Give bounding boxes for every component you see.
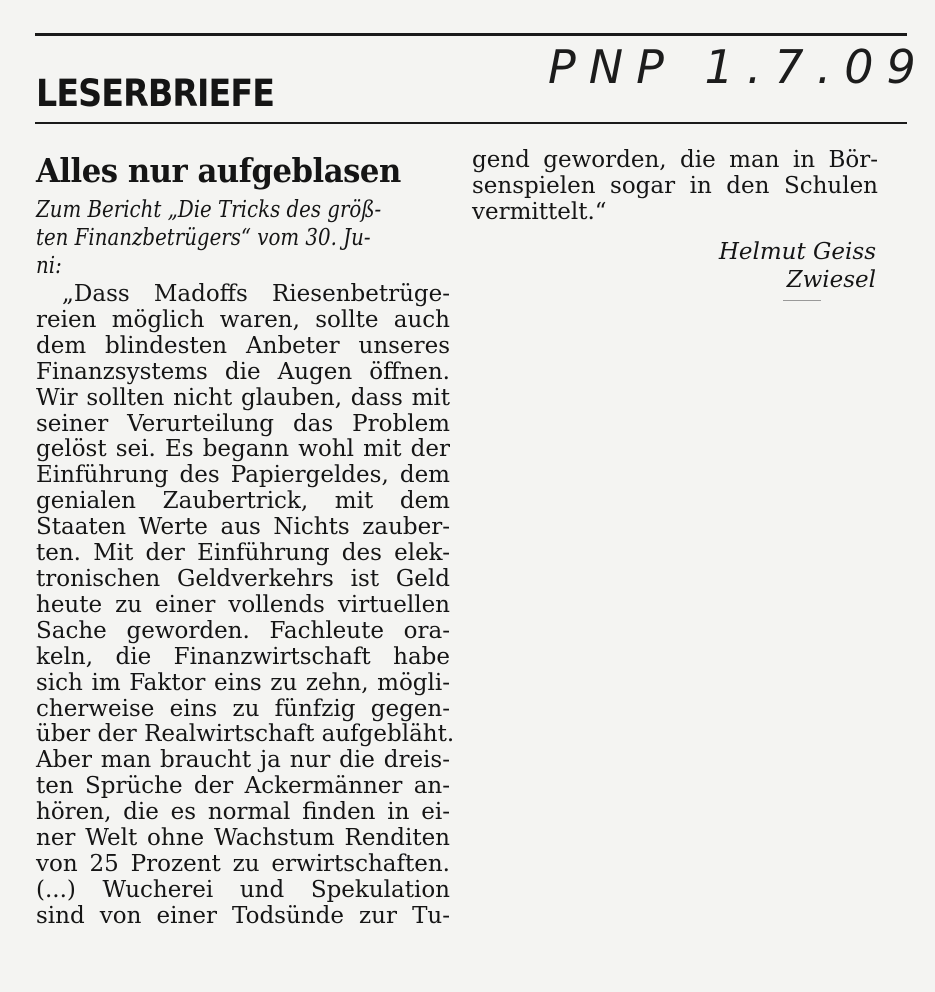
text-line: sich im Faktor eins zu zehn, mögli- xyxy=(36,669,450,696)
section-heading: LESERBRIEFE xyxy=(36,72,275,115)
article-column-left xyxy=(36,146,454,930)
text-line: genialen Zaubertrick, mit dem xyxy=(36,488,450,515)
letter-continuation xyxy=(472,148,880,226)
text-line: ten. Mit der Einführung des elek- xyxy=(36,540,450,567)
reference-line: Zum Bericht „Die Tricks des größ- xyxy=(36,197,382,223)
text-line: senspielen sogar in den Schulen xyxy=(472,172,878,199)
text-line: Sache geworden. Fachleute ora- xyxy=(36,617,450,644)
text-line: seiner Verurteilung das Problem xyxy=(36,410,450,437)
text-line: vermittelt.“ xyxy=(472,198,607,225)
text-line: Staaten Werte aus Nichts zauber- xyxy=(36,514,450,541)
text-line: ten Sprüche der Ackermänner an- xyxy=(36,773,450,800)
text-line: gend geworden, die man in Bör- xyxy=(472,147,878,173)
text-line: ner Welt ohne Wachstum Renditen xyxy=(36,825,450,852)
text-line: Aber man braucht ja nur die dreis- xyxy=(36,747,450,774)
text-line: Finanzsystems die Augen öffnen. xyxy=(36,358,450,385)
text-line: reien möglich waren, sollte auch xyxy=(36,306,450,333)
reference-line: ten Finanzbetrügers“ vom 30. Ju- xyxy=(36,225,371,251)
text-line: cherweise eins zu fünfzig gegen- xyxy=(36,695,450,722)
handwritten-date-note: PNP 1.7.09 xyxy=(548,40,929,94)
text-line: hören, die es normal finden in ei- xyxy=(36,799,450,826)
article-column-right xyxy=(472,146,880,294)
text-line: tronischen Geldverkehrs ist Geld xyxy=(36,565,450,592)
author-name: Helmut Geiss xyxy=(718,238,876,265)
text-line: (...) Wucherei und Spekulation xyxy=(36,876,450,903)
text-line: Einführung des Papiergeldes, dem xyxy=(36,462,450,489)
author-location: Zwiesel xyxy=(786,266,876,293)
text-line: keln, die Finanzwirtschaft habe xyxy=(36,643,450,670)
reference-line: ni: xyxy=(36,253,62,279)
text-line: über der Realwirtschaft aufgebläht. xyxy=(36,721,455,748)
text-line: von 25 Prozent zu erwirtschaften. xyxy=(36,850,450,877)
text-line: „Dass Madoffs Riesenbetrüge- xyxy=(62,281,450,307)
letter-signature xyxy=(472,238,876,294)
text-line: sind von einer Todsünde zur Tu- xyxy=(36,902,450,929)
text-line: dem blindesten Anbeter unseres xyxy=(36,332,450,359)
text-line: gelöst sei. Es begann wohl mit der xyxy=(36,436,450,463)
letter-body xyxy=(36,282,454,930)
section-rule xyxy=(35,122,907,124)
text-line: heute zu einer vollends virtuellen xyxy=(36,591,450,618)
article-headline: Alles nur aufgeblasen xyxy=(36,151,401,190)
article-reference xyxy=(36,196,454,280)
end-mark xyxy=(783,300,821,301)
text-line: Wir sollten nicht glauben, dass mit xyxy=(36,384,450,411)
